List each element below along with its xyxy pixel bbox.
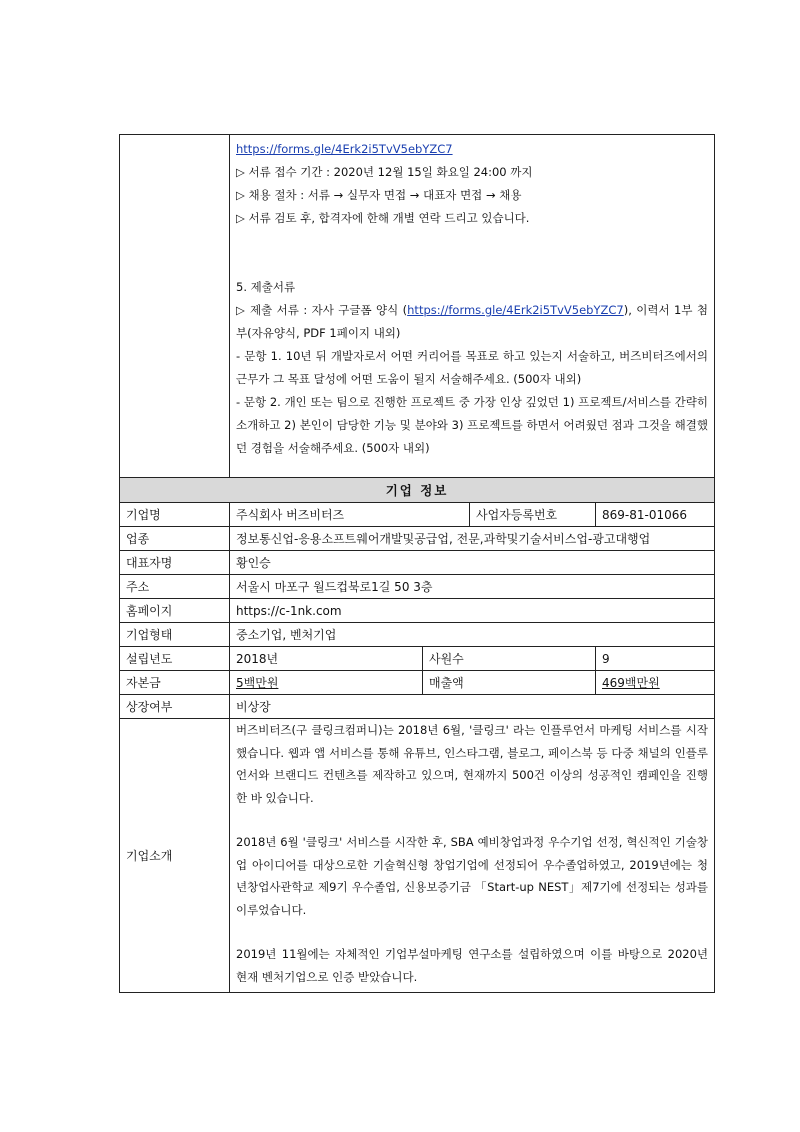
application-deadline: ▷ 서류 접수 기간 : 2020년 12월 15일 화요일 24:00 까지 — [236, 165, 533, 179]
question-1: - 문항 1. 10년 뒤 개발자로서 어떤 커리어를 목표로 하고 있는지 서술하고, 버즈비터즈에서의 근무가 그 목표 달성에 어떤 도움이 될지 서술해주세요. (500자 내외) — [236, 349, 708, 386]
documents-form-link[interactable]: https://forms.gle/4Erk2i5TvV5ebYZC7 — [407, 303, 624, 317]
employees-count: 9 — [596, 647, 715, 671]
capital-value: 5백만원 — [236, 676, 279, 690]
founded-label: 설립년도 — [120, 647, 230, 671]
address: 서울시 마포구 월드컵북로1길 50 3층 — [230, 575, 715, 599]
company-intro-label: 기업소개 — [120, 719, 230, 993]
revenue-value: 469백만원 — [602, 676, 660, 690]
founded-year: 2018년 — [230, 647, 423, 671]
employees-label: 사원수 — [423, 647, 596, 671]
documents-heading: 5. 제출서류 — [236, 280, 296, 294]
question-2: - 문항 2. 개인 또는 팀으로 진행한 프로젝트 중 가장 인상 깊었던 1) 프로젝트/서비스를 간략히 소개하고 2) 본인이 담당한 기능 및 분야와 3) 프로젝트를 하면서 어려웠던 점과 그것을 해결했던 경험을 서술해주세요. (500자 내외) — [236, 395, 708, 455]
listing-status: 비상장 — [230, 695, 715, 719]
homepage[interactable]: https://c-1nk.com — [230, 599, 715, 623]
industry-label: 업종 — [120, 527, 230, 551]
review-notice: ▷ 서류 검토 후, 합격자에 한해 개별 연락 드리고 있습니다. — [236, 211, 530, 225]
ceo-name: 황인승 — [230, 551, 715, 575]
ceo-label: 대표자명 — [120, 551, 230, 575]
listing-label: 상장여부 — [120, 695, 230, 719]
capital-label: 자본금 — [120, 671, 230, 695]
business-number: 869-81-01066 — [596, 503, 715, 527]
company-info-table — [119, 477, 715, 993]
intro-paragraph-3: 2019년 11월에는 자체적인 기업부설마케팅 연구소를 설립하였으며 이를 바탕으로 2020년 현재 벤처기업으로 인증 받았습니다. — [236, 947, 709, 984]
company-type-label: 기업형태 — [120, 623, 230, 647]
company-name-label: 기업명 — [120, 503, 230, 527]
hiring-process: ▷ 채용 절차 : 서류 → 실무자 면접 → 대표자 면접 → 채용 — [236, 188, 522, 202]
revenue-label: 매출액 — [423, 671, 596, 695]
address-label: 주소 — [120, 575, 230, 599]
recruitment-table — [119, 134, 715, 478]
documents-description: ▷ 제출 서류 : 자사 구글폼 양식 (https://forms.gle/4Erk2i5TvV5ebYZC7), 이력서 1부 첨부(자유양식, PDF 1페이지 내외) — [236, 303, 708, 340]
intro-paragraph-2: 2018년 6월 '클링크' 서비스를 시작한 후, SBA 예비창업과정 우수기업 선정, 혁신적인 기술창업 아이디어를 대상으로한 기술혁신형 창업기업에 선정되어 우수졸업하였고, 2019년에는 청년창업사관학교 제9기 우수졸업, 신용보증기금 「Start-up NEST」제7기에 선정되는 성과를 이루었습니다. — [236, 835, 709, 917]
company-name: 주식회사 버즈비터즈 — [230, 503, 470, 527]
application-form-link[interactable]: https://forms.gle/4Erk2i5TvV5ebYZC7 — [236, 142, 453, 156]
company-info-header: 기업 정보 — [120, 478, 715, 503]
intro-paragraph-1: 버즈비터즈(구 클링크컴퍼니)는 2018년 6월, '클링크' 라는 인플루언서 마케팅 서비스를 시작했습니다. 웹과 앱 서비스를 통해 유튜브, 인스타그램, 블로그, 페이스북 등 다중 채널의 인플루언서와 브랜디드 컨텐츠를 제작하고 있으며, 현재까지 500건 이상의 성공적인 캠페인을 진행한 바 있습니다. — [236, 723, 709, 805]
company-type: 중소기업, 벤처기업 — [230, 623, 715, 647]
recruitment-content — [230, 135, 715, 478]
industry: 정보통신업-응용소프트웨어개발및공급업, 전문,과학및기술서비스업-광고대행업 — [230, 527, 715, 551]
company-intro — [230, 719, 715, 993]
homepage-label: 홈페이지 — [120, 599, 230, 623]
business-number-label: 사업자등록번호 — [470, 503, 596, 527]
recruitment-label-cell — [120, 135, 230, 478]
